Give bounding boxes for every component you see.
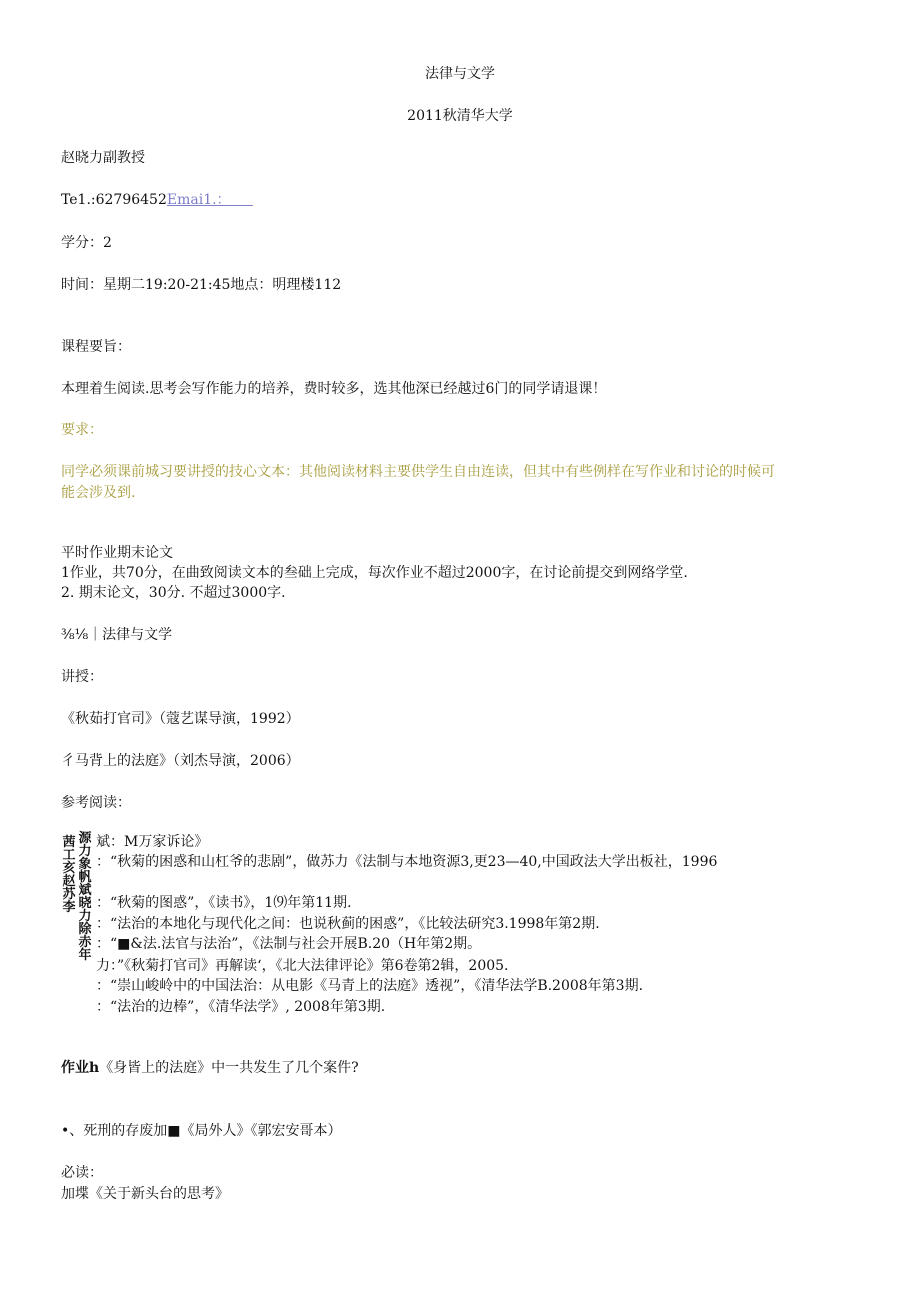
author-glyph: 晓 [78, 896, 92, 911]
homework-line [61, 1058, 359, 1078]
author-glyph: 亥 [62, 861, 76, 876]
author-glyph: 年 [78, 948, 92, 963]
lecture-heading: 讲授： [61, 669, 103, 685]
reference-item: 力：”《秋菊打官司》再解读‘，《北大法律评论》第6卷第2辑，2005. [96, 958, 509, 974]
lecture-item-1: 《秋茹打官司》（蔻艺谋导演，1992） [61, 711, 300, 727]
author-glyph: 斌 [78, 883, 92, 898]
requirements-text-2: 能会涉及到. [61, 485, 136, 501]
author-glyph: 源 [78, 831, 92, 846]
requirements-text-1: 同学必须课前城习要讲授的技心文本：其他阅读材料主要供学生自由连读，但其中有些例样在写作业和讨论的时候可 [61, 464, 775, 480]
instructor: 赵晓力副教授 [61, 150, 145, 166]
reference-item: ：“秋菊的图惑”，《读书》，1⑼年第11期. [96, 895, 352, 911]
homework-prefix: 作业h [61, 1060, 100, 1076]
assessment-item-1: 1作业，共70分，在曲致阅读文本的叁础上完成，每次作业不超过2000字，在讨论前提交到网络学堂. [61, 565, 688, 581]
assessment-item-2: 2. 期末论文，30分. 不超过3000字. [61, 585, 286, 601]
author-glyph: 工 [62, 848, 76, 863]
reference-item: ：“■&法.法官与法治”，《法制与社会开展B.20（H年第2期。 [96, 936, 482, 952]
section-2-title: •、死刑的存废加■《局外人》《郭宏安哥本） [61, 1123, 342, 1139]
email-link[interactable]: Emai1.： [166, 192, 231, 208]
homework-text: 《身皆上的法庭》中一共发生了几个案件? [99, 1060, 359, 1076]
assessment-heading: 平时作业期末论文 [61, 545, 173, 561]
schedule: 时间：星期二19:20-21:45地点：明理楼112 [61, 277, 342, 293]
reference-item: ：“法治的本地化与现代化之间：也说秋蓟的困惑”，《比较法研究3.1998年第2期. [96, 916, 600, 932]
credits: 学分：2 [61, 235, 112, 251]
reading-heading: 参考阅读： [61, 795, 131, 811]
required-item-1: 加堞《关于新头台的思考》 [61, 1186, 229, 1202]
author-glyph: 除 [78, 922, 92, 937]
requirements-heading: 要求： [61, 422, 103, 438]
lecture-item-2: 彳马背上的法庭》（刘杰导演，2006） [61, 753, 300, 769]
email-link-underline[interactable] [231, 192, 253, 208]
tel: Te1.:62796452 [61, 192, 167, 208]
reference-item: 斌：M万家诉论》 [96, 834, 209, 850]
author-glyph: 赤 [78, 935, 92, 950]
author-glyph: 茜 [62, 835, 76, 850]
reference-item: ：“秋菊的困惑和山杠爷的悲剧”，做苏力《法制与本地资源3,更23—40,中国政法大学出板社，1996 [96, 854, 718, 870]
author-glyph: 帆 [78, 870, 92, 885]
reference-item: ：“法治的边棒”，《清华法学》, 2008年第3期. [96, 999, 386, 1015]
author-glyph: 李 [62, 900, 76, 915]
reference-item: ：“崇山峻岭中的中国法治：从电影《马青上的法庭》透视”，《清华法学B.2008年第3期. [96, 978, 644, 994]
required-heading: 必读： [61, 1165, 103, 1181]
author-glyph: 力 [78, 844, 92, 859]
contact-line [61, 190, 253, 210]
author-column-1 [61, 836, 77, 914]
author-glyph: 力 [78, 909, 92, 924]
purpose-text: 本理着生阅读.思考会写作能力的培养，费时较多，选其他深已经越过6门的同学请退课！ [61, 381, 607, 397]
author-glyph: 象 [78, 857, 92, 872]
course-title: 法律与文学 [425, 66, 495, 82]
author-glyph: 苏 [62, 887, 76, 902]
purpose-heading: 课程要旨： [61, 339, 131, 355]
section-1-title: ⅜⅛｜法律与文学 [61, 627, 173, 643]
author-glyph: 赵 [62, 874, 76, 889]
author-column-2 [77, 832, 93, 962]
course-term: 2011秋清华大学 [407, 108, 513, 124]
